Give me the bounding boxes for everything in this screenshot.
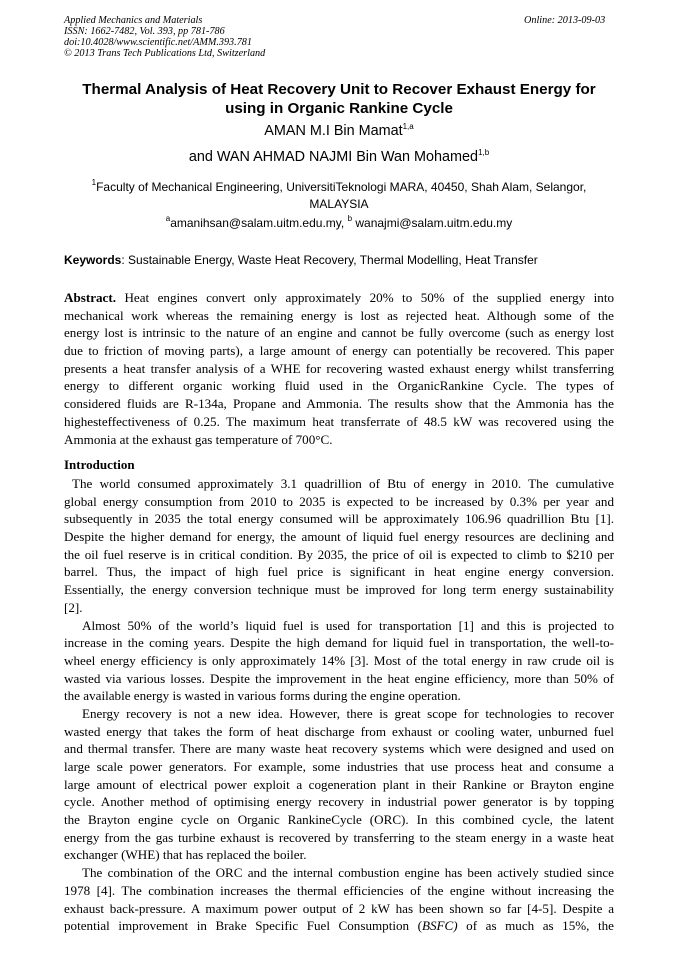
text-line: large scale power generators. For example, some industries that use process heat and consume a <box>64 759 614 774</box>
text-line: Essentially, the energy conversion technique must be improved for long term energy sustainability <box>64 582 614 598</box>
section-heading-introduction: Introduction <box>64 457 135 472</box>
doi-link[interactable]: doi:10.4028/www.scientific.net/AMM.393.781 <box>64 37 252 48</box>
text-line: energy from the gas turbine exhaust is recovered by transferring to the steam energy in a waste heat <box>64 829 614 845</box>
bsfc-abbrev: BSFC) <box>422 918 458 934</box>
email-a-link[interactable]: amanihsan@salam.uitm.edu.my, <box>170 216 345 230</box>
introduction-body <box>64 475 614 935</box>
journal-name: Applied Mechanics and Materials <box>64 15 203 26</box>
text-line: global energy consumption from 2010 to 2035 is expected to be increased by 0.3% per year and <box>64 493 614 509</box>
affiliation <box>60 179 618 213</box>
author-2 <box>0 148 678 166</box>
author-1 <box>0 122 678 140</box>
abstract-line: presents a heat transfer analysis of a WHE for recovering wasted exhaust energy whilst transferring <box>64 360 614 376</box>
email-b-sup: b <box>347 214 353 223</box>
abstract-line: mechanical work whereas the remaining energy is lost as rejected heat. Although some of the <box>64 307 614 323</box>
text-line: increase in the coming years. Despite the high demand for liquid fuel in transportation, the well-to- <box>64 635 614 651</box>
text-fragment: potential improvement in Brake Specific Fuel Consumption ( <box>64 918 422 934</box>
text-line: exchanger (WHE) that has replaced the boiler. <box>64 847 307 863</box>
text-line: wasted via various losses. Despite the improvement in the heat engine efficiency, more than 50% of <box>64 670 614 686</box>
email-a-sup: a <box>165 214 171 223</box>
abstract-text: Heat engines convert only approximately 20% to 50% of the supplied energy into <box>116 290 614 305</box>
author-affil-sup: 1,a <box>402 122 414 131</box>
text-line: Energy recovery is not a new idea. However, there is great scope for technologies to recover <box>82 705 614 721</box>
abstract-line: due to friction of moving parts), a large amount of energy can potentially be recovered. This paper <box>64 343 614 359</box>
paragraph-4 <box>64 864 614 935</box>
affiliation-line-1: Faculty of Mechanical Engineering, UniversitiTeknologi MARA, 40450, Shah Alam, Selangor, <box>96 180 587 194</box>
title-line-1: Thermal Analysis of Heat Recovery Unit to Recover Exhaust Energy for <box>82 81 596 98</box>
abstract-line: energy to different organic working fluid used in the OrganicRankine Cycle. The types of <box>64 378 614 394</box>
abstract-line: considered fluids are R-134a, Propane and Ammonia. The results show that the Ammonia has the <box>64 396 614 412</box>
text-line: wasted energy that takes the form of heat discharge from exhaust or cooling water, unburned fuel <box>64 723 614 739</box>
issn-info: ISSN: 1662-7482, Vol. 393, pp 781-786 <box>64 26 225 37</box>
online-date: Online: 2013-09-03 <box>524 15 606 26</box>
author-name: WAN AHMAD NAJMI Bin Wan Mohamed <box>216 149 479 165</box>
text-fragment: of as much as 15%, the <box>457 918 614 934</box>
journal-header <box>64 15 265 59</box>
author-affil-sup: 1,b <box>478 148 490 157</box>
email-b-link[interactable]: wanajmi@salam.uitm.edu.my <box>355 216 513 230</box>
abstract-line: Ammonia at the exhaust gas temperature of 700°C. <box>64 431 333 447</box>
text-line: the Brayton engine cycle on Organic RankineCycle (ORC). In this combined cycle, the latent <box>64 812 614 828</box>
text-line: and thermal transfer. There are many waste heat recovery systems which were designed and used on <box>64 741 614 757</box>
paragraph-3 <box>64 705 614 864</box>
keywords-label: Keywords <box>64 253 122 267</box>
abstract-line: highesteffectiveness of 0.25. The maximum heat transferrate of 48.5 kW was recovered using the <box>64 413 614 429</box>
author-emails <box>0 216 678 230</box>
copyright-notice: © 2013 Trans Tech Publications Ltd, Switzerland <box>64 48 266 59</box>
text-line: wheel energy efficiency is only approximately 14% [3]. Most of the total energy in raw crude oil is <box>64 652 614 668</box>
affiliation-sup: 1 <box>91 178 97 187</box>
paragraph-2 <box>64 617 614 705</box>
text-line: Almost 50% of the world’s liquid fuel is used for transportation [1] and this is projected to <box>82 617 614 633</box>
text-line: exhaust back-pressure. A maximum power output of 2 kW has been shown so far [4-5]. Despite a <box>64 900 614 916</box>
abstract-line: energy lost is intrinsic to the nature of an engine and cannot be fully overcome (such as energy lost <box>64 325 614 341</box>
text-line: 1978 [4]. The combination increases the thermal efficiencies of the engine without increasing the <box>64 882 614 898</box>
text-line: the available energy is wasted in various forms during the engine operation. <box>64 688 461 704</box>
abstract <box>64 289 614 448</box>
text-line: cycle. Another method of optimising energy recovery in industrial power generator is by topping <box>64 794 614 810</box>
author-prefix: and <box>188 149 217 165</box>
text-line <box>64 917 614 935</box>
text-line: large amount of electrical power exploit a cogeneration plant in their Rankine or Brayton engine <box>64 776 614 792</box>
text-line: [2]. <box>64 599 83 615</box>
title-line-2: using in Organic Rankine Cycle <box>225 100 453 117</box>
abstract-line <box>64 289 614 307</box>
text-line: barrel. Thus, the impact of high fuel price is significant in heat engine energy conversion. <box>64 564 614 580</box>
affiliation-line-2: MALAYSIA <box>309 197 369 211</box>
keywords-text: : Sustainable Energy, Waste Heat Recovery, Thermal Modelling, Heat Transfer <box>121 253 538 267</box>
author-name: AMAN M.I Bin Mamat <box>264 123 403 139</box>
keywords <box>64 253 538 267</box>
paper-title <box>40 80 638 118</box>
text-line: The world consumed approximately 3.1 quadrillion of Btu of energy in 2010. The cumulative <box>72 476 614 491</box>
text-line: Despite the higher demand for energy, the amount of liquid fuel energy resources are declining and <box>64 529 614 545</box>
text-line: The combination of the ORC and the internal combustion engine has been actively studied since <box>82 865 614 881</box>
paragraph-1 <box>64 475 614 617</box>
text-line: the oil fuel reserve is in critical condition. By 2035, the price of oil is expected to climb to $210 per <box>64 546 614 562</box>
abstract-label: Abstract. <box>64 290 116 305</box>
text-line: subsequently in 2035 the total energy consumed will be approximately 106.96 quadrillion Btu [1]. <box>64 511 614 527</box>
